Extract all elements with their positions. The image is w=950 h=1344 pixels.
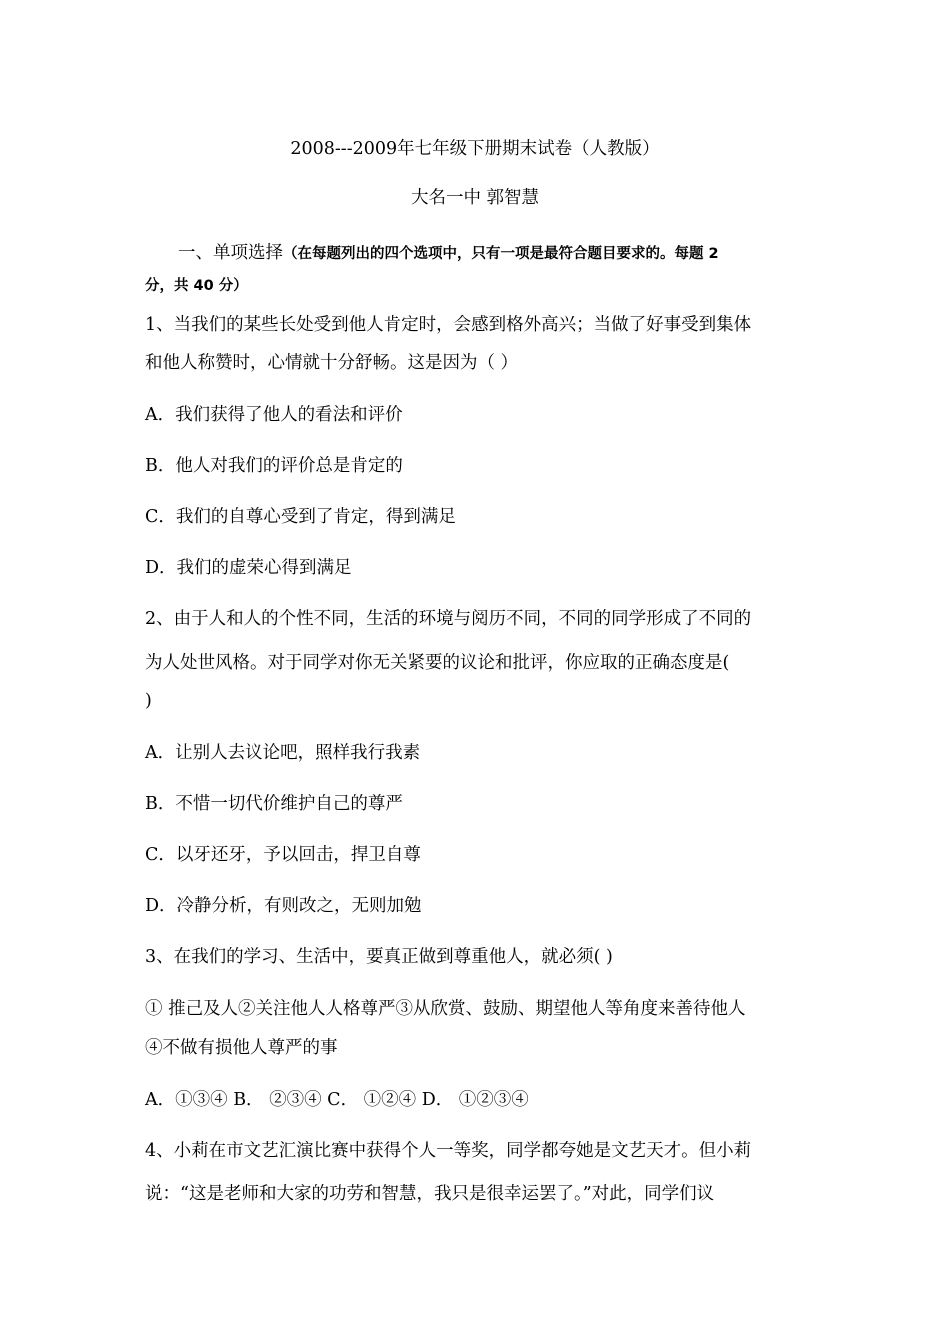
question-4-stem-line-1: 4、小莉在市文艺汇演比赛中获得个人一等奖，同学都夸她是文艺天才。但小莉 — [145, 1141, 752, 1161]
question-2-option-d: D．冷静分析，有则改之，无则加勉 — [145, 896, 422, 916]
question-1-option-d: D．我们的虚荣心得到满足 — [145, 558, 352, 578]
question-3-options: A．①③④ B． ②③④ C． ①②④ D． ①②③④ — [145, 1090, 529, 1110]
question-1-option-a: A．我们获得了他人的看法和评价 — [145, 405, 403, 425]
question-1-option-c: C．我们的自尊心受到了肯定，得到满足 — [145, 507, 456, 527]
section-heading — [178, 241, 719, 266]
question-4-stem-line-2: 说：“这是老师和大家的功劳和智慧，我只是很幸运罢了。”对此，同学们议 — [145, 1184, 715, 1204]
question-3-items-line-1: ① 推己及人②关注他人人格尊严③从欣赏、鼓励、期望他人等角度来善待他人 — [145, 999, 746, 1019]
question-2-stem-line-3: ) — [145, 691, 152, 711]
question-1-stem-line-2: 和他人称赞时，心情就十分舒畅。这是因为（ ） — [145, 353, 519, 373]
question-1-option-b: B．他人对我们的评价总是肯定的 — [145, 456, 403, 476]
section-note-line1: （在每题列出的四个选项中，只有一项是最符合题目要求的。每题 2 — [283, 246, 719, 262]
question-3-items-line-2: ④不做有损他人尊严的事 — [145, 1038, 338, 1058]
question-2-option-a: A．让别人去议论吧，照样我行我素 — [145, 743, 421, 763]
author-line: 大名一中 郭智慧 — [410, 188, 540, 208]
section-heading-text: 一、单项选择 — [178, 243, 283, 263]
question-2-option-c: C．以牙还牙，予以回击，捍卫自尊 — [145, 845, 421, 865]
question-2-stem-line-2: 为人处世风格。对于同学对你无关紧要的议论和批评，你应取的正确态度是( — [145, 653, 730, 673]
exam-title: 2008---2009年七年级下册期末试卷（人教版） — [290, 139, 660, 159]
question-3-stem: 3、在我们的学习、生活中，要真正做到尊重他人，就必须( ) — [145, 947, 613, 967]
section-note-line2: 分，共 40 分） — [145, 278, 248, 294]
question-1-stem-line-1: 1、当我们的某些长处受到他人肯定时，会感到格外高兴；当做了好事受到集体 — [145, 315, 752, 335]
question-2-stem-line-1: 2、由于人和人的个性不同，生活的环境与阅历不同，不同的同学形成了不同的 — [145, 609, 752, 629]
question-2-option-b: B．不惜一切代价维护自己的尊严 — [145, 794, 403, 814]
